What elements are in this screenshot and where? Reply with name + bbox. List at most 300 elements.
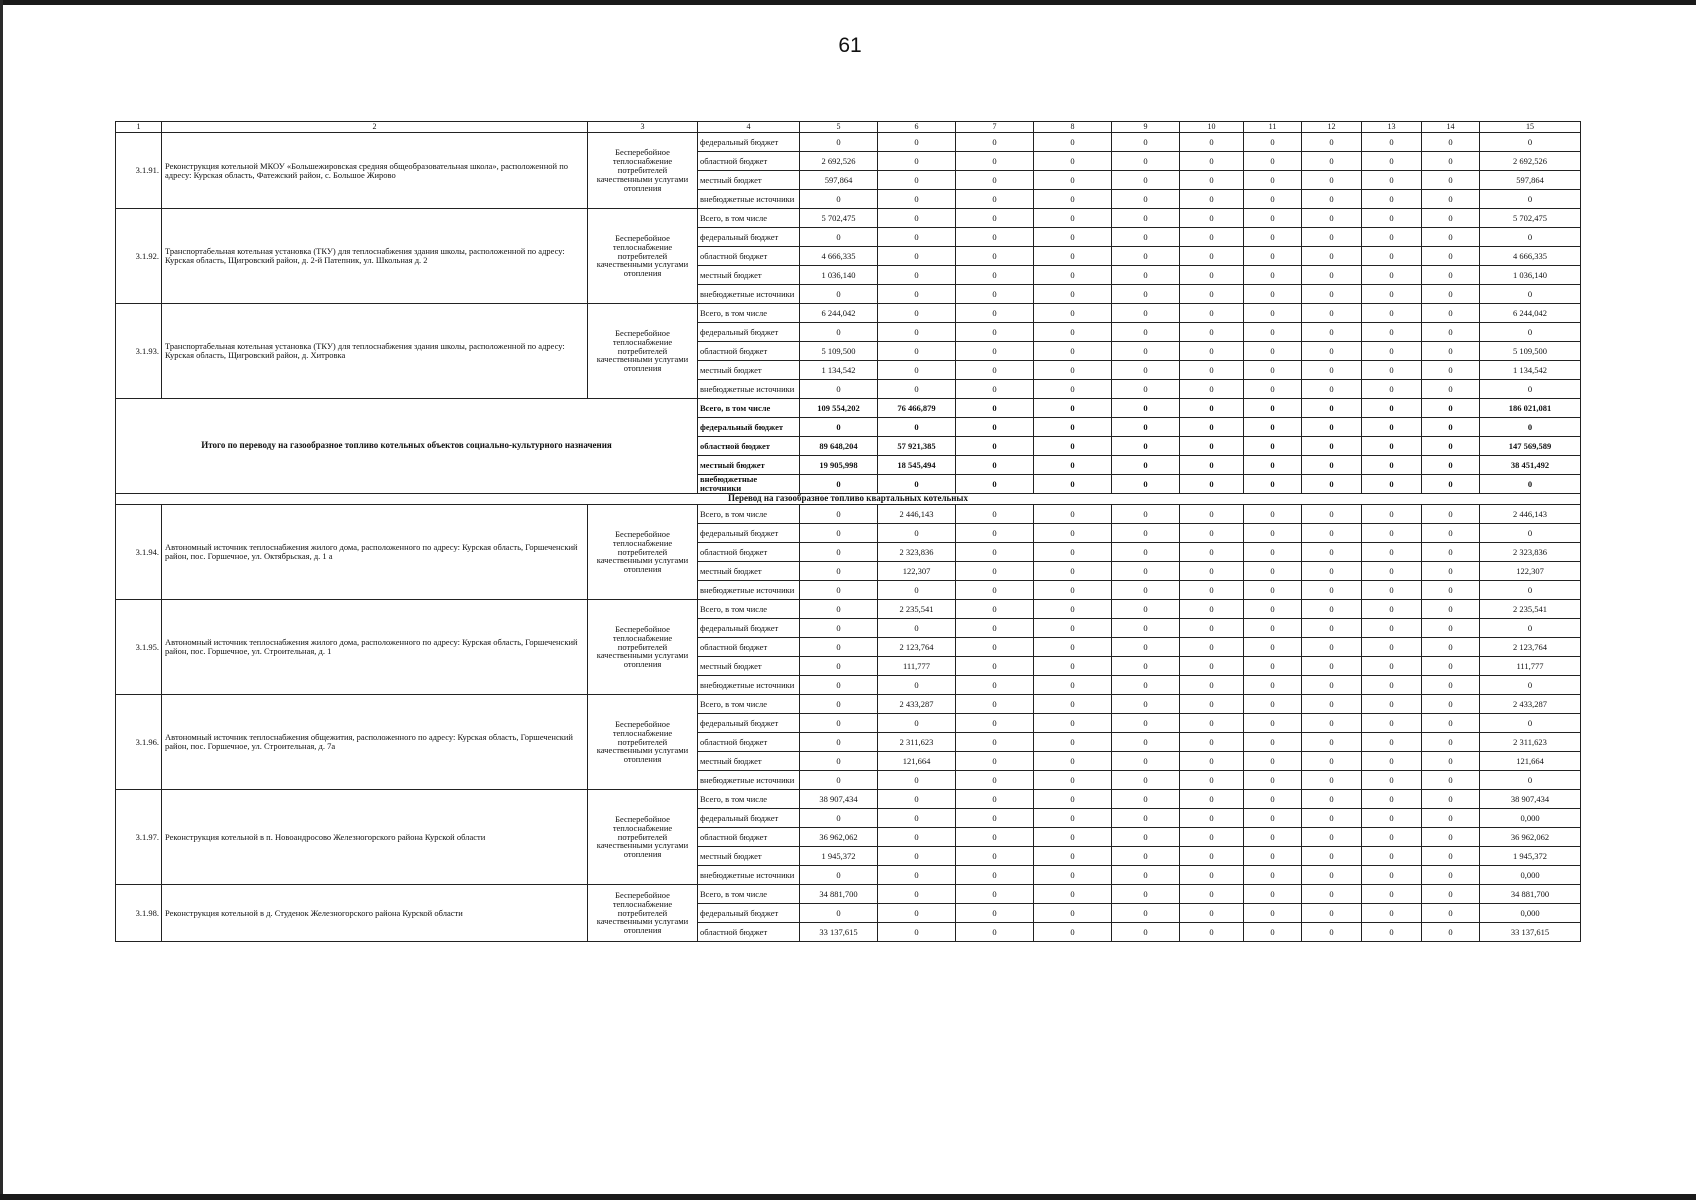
table-row: [116, 399, 1581, 418]
table-row: [116, 209, 1581, 228]
value-cell: 0: [1034, 543, 1112, 562]
value-cell: 0: [800, 581, 878, 600]
value-cell: 0: [1244, 600, 1302, 619]
funding-source-cell: федеральный бюджет: [698, 228, 800, 247]
funding-source-cell: областной бюджет: [698, 828, 800, 847]
value-cell: 0: [800, 418, 878, 437]
value-cell: 0: [1302, 342, 1362, 361]
funding-source-cell: внебюджетные источники: [698, 676, 800, 695]
value-cell: 0: [1362, 437, 1422, 456]
funding-source-cell: областной бюджет: [698, 247, 800, 266]
column-header: 14: [1422, 122, 1480, 133]
value-cell: 0: [800, 733, 878, 752]
value-cell: 0: [1480, 771, 1581, 790]
value-cell: 0: [878, 285, 956, 304]
column-header: 7: [956, 122, 1034, 133]
value-cell: 0: [956, 714, 1034, 733]
table-row: [116, 304, 1581, 323]
value-cell: 2 235,541: [1480, 600, 1581, 619]
value-cell: 0: [1362, 456, 1422, 475]
value-cell: 0: [1362, 657, 1422, 676]
value-cell: 0: [1180, 771, 1244, 790]
value-cell: 0: [878, 619, 956, 638]
value-cell: 0: [1302, 733, 1362, 752]
value-cell: 0: [1302, 562, 1362, 581]
value-cell: 0: [1302, 475, 1362, 494]
value-cell: 4 666,335: [1480, 247, 1581, 266]
value-cell: 0: [1180, 524, 1244, 543]
value-cell: 0: [1244, 828, 1302, 847]
value-cell: 0: [1180, 638, 1244, 657]
value-cell: 0: [1480, 380, 1581, 399]
value-cell: 0: [1034, 562, 1112, 581]
value-cell: 0: [878, 304, 956, 323]
value-cell: 0: [1034, 790, 1112, 809]
value-cell: 0: [1112, 228, 1180, 247]
value-cell: 6 244,042: [1480, 304, 1581, 323]
value-cell: 0: [1180, 562, 1244, 581]
value-cell: 0: [956, 304, 1034, 323]
value-cell: 0: [1422, 190, 1480, 209]
value-cell: 0: [800, 285, 878, 304]
value-cell: 0: [956, 752, 1034, 771]
column-header: 1: [116, 122, 162, 133]
value-cell: 0: [878, 866, 956, 885]
value-cell: 186 021,081: [1480, 399, 1581, 418]
funding-source-cell: Всего, в том числе: [698, 790, 800, 809]
value-cell: 2 692,526: [1480, 152, 1581, 171]
value-cell: 0: [878, 923, 956, 942]
value-cell: 0: [878, 209, 956, 228]
funding-source-cell: местный бюджет: [698, 456, 800, 475]
value-cell: 0: [1362, 676, 1422, 695]
value-cell: 0: [1244, 885, 1302, 904]
value-cell: 0: [1362, 828, 1422, 847]
value-cell: 0: [1480, 619, 1581, 638]
value-cell: 0: [1422, 790, 1480, 809]
value-cell: 0: [1180, 247, 1244, 266]
value-cell: 0: [878, 581, 956, 600]
value-cell: 0: [1302, 657, 1362, 676]
value-cell: 5 702,475: [1480, 209, 1581, 228]
value-cell: 0: [878, 133, 956, 152]
value-cell: 109 554,202: [800, 399, 878, 418]
value-cell: 0: [1244, 505, 1302, 524]
funding-source-cell: областной бюджет: [698, 437, 800, 456]
funding-source-cell: федеральный бюджет: [698, 809, 800, 828]
value-cell: 0: [956, 380, 1034, 399]
value-cell: 0: [1112, 209, 1180, 228]
value-cell: 0: [878, 380, 956, 399]
value-cell: 0: [956, 524, 1034, 543]
value-cell: 0: [1362, 809, 1422, 828]
value-cell: 0: [878, 247, 956, 266]
value-cell: 0: [1244, 657, 1302, 676]
value-cell: 0: [1422, 619, 1480, 638]
value-cell: 2 323,836: [1480, 543, 1581, 562]
value-cell: 0: [1180, 847, 1244, 866]
section-title: Перевод на газообразное топливо квартальных котельных: [116, 494, 1581, 505]
scan-edge-top: [0, 0, 1696, 5]
value-cell: 0: [1112, 695, 1180, 714]
value-cell: 0: [878, 714, 956, 733]
value-cell: 0: [956, 619, 1034, 638]
value-cell: 0: [1180, 885, 1244, 904]
value-cell: 0: [878, 190, 956, 209]
value-cell: 0: [1112, 828, 1180, 847]
value-cell: 0: [800, 866, 878, 885]
value-cell: 0: [1034, 600, 1112, 619]
table-row: [116, 133, 1581, 152]
value-cell: 0: [1302, 456, 1362, 475]
value-cell: 36 962,062: [1480, 828, 1581, 847]
value-cell: 111,777: [878, 657, 956, 676]
value-cell: 0: [1480, 475, 1581, 494]
value-cell: 0: [1112, 790, 1180, 809]
value-cell: 0: [1422, 399, 1480, 418]
value-cell: 0: [1362, 600, 1422, 619]
value-cell: 0: [1422, 152, 1480, 171]
funding-source-cell: областной бюджет: [698, 923, 800, 942]
value-cell: 0: [1180, 228, 1244, 247]
value-cell: 0: [1302, 266, 1362, 285]
column-header: 3: [588, 122, 698, 133]
value-cell: 0: [1362, 475, 1422, 494]
value-cell: 0: [1362, 361, 1422, 380]
value-cell: 0: [1112, 190, 1180, 209]
value-cell: 0: [1422, 475, 1480, 494]
value-cell: 0: [1302, 904, 1362, 923]
item-goal: Бесперебойное теплоснабжение потребителей качественными услугами отопления: [588, 209, 698, 304]
value-cell: 0: [1422, 543, 1480, 562]
value-cell: 0: [1362, 790, 1422, 809]
value-cell: 0: [878, 418, 956, 437]
value-cell: 0: [1422, 361, 1480, 380]
value-cell: 0: [1034, 285, 1112, 304]
value-cell: 0: [1034, 380, 1112, 399]
item-code: 3.1.91.: [116, 133, 162, 209]
value-cell: 0: [800, 809, 878, 828]
value-cell: 0: [956, 885, 1034, 904]
value-cell: 0: [1112, 581, 1180, 600]
value-cell: 0: [1480, 676, 1581, 695]
funding-source-cell: местный бюджет: [698, 266, 800, 285]
value-cell: 0: [1112, 733, 1180, 752]
value-cell: 5 109,500: [800, 342, 878, 361]
value-cell: 0: [1112, 562, 1180, 581]
value-cell: 0: [1480, 418, 1581, 437]
value-cell: 0: [1034, 247, 1112, 266]
value-cell: 0: [1302, 190, 1362, 209]
value-cell: 0: [1180, 866, 1244, 885]
value-cell: 0: [1180, 790, 1244, 809]
table-row: [116, 600, 1581, 619]
value-cell: 0: [1244, 695, 1302, 714]
value-cell: 0: [1244, 152, 1302, 171]
value-cell: 147 569,589: [1480, 437, 1581, 456]
value-cell: 0: [1244, 323, 1302, 342]
value-cell: 0: [1422, 581, 1480, 600]
value-cell: 0: [1302, 285, 1362, 304]
item-goal: Бесперебойное теплоснабжение потребителей качественными услугами отопления: [588, 304, 698, 399]
value-cell: 0: [956, 581, 1034, 600]
value-cell: 0: [1480, 714, 1581, 733]
value-cell: 0: [1112, 266, 1180, 285]
value-cell: 597,864: [1480, 171, 1581, 190]
value-cell: 0: [1112, 866, 1180, 885]
value-cell: 57 921,385: [878, 437, 956, 456]
value-cell: 0: [1422, 505, 1480, 524]
value-cell: 0: [1034, 399, 1112, 418]
value-cell: 0: [1244, 524, 1302, 543]
value-cell: 0: [1244, 361, 1302, 380]
value-cell: 0: [1422, 676, 1480, 695]
value-cell: 0: [956, 638, 1034, 657]
value-cell: 36 962,062: [800, 828, 878, 847]
value-cell: 0: [1244, 619, 1302, 638]
item-name: Реконструкция котельной в д. Студенок Железногорского района Курской области: [162, 885, 588, 942]
value-cell: 0: [1422, 285, 1480, 304]
value-cell: 38 451,492: [1480, 456, 1581, 475]
value-cell: 38 907,434: [1480, 790, 1581, 809]
value-cell: 0: [1244, 190, 1302, 209]
funding-source-cell: Всего, в том числе: [698, 399, 800, 418]
value-cell: 121,664: [878, 752, 956, 771]
value-cell: 0: [1180, 342, 1244, 361]
page-number: 61: [838, 34, 862, 57]
funding-source-cell: областной бюджет: [698, 733, 800, 752]
value-cell: 0: [1034, 809, 1112, 828]
value-cell: 0: [1112, 456, 1180, 475]
value-cell: 0: [1362, 562, 1422, 581]
value-cell: 0: [1180, 437, 1244, 456]
item-code: 3.1.95.: [116, 600, 162, 695]
value-cell: 0: [800, 771, 878, 790]
value-cell: 0: [956, 228, 1034, 247]
value-cell: 0: [1180, 171, 1244, 190]
value-cell: 0: [1034, 171, 1112, 190]
value-cell: 0: [1244, 285, 1302, 304]
value-cell: 0: [1180, 190, 1244, 209]
value-cell: 33 137,615: [1480, 923, 1581, 942]
value-cell: 34 881,700: [1480, 885, 1581, 904]
value-cell: 0: [1302, 524, 1362, 543]
value-cell: 0: [1302, 790, 1362, 809]
value-cell: 0: [1244, 771, 1302, 790]
value-cell: 0: [800, 475, 878, 494]
value-cell: 0: [956, 475, 1034, 494]
value-cell: 0: [1362, 266, 1422, 285]
value-cell: 0: [1302, 581, 1362, 600]
value-cell: 0: [956, 828, 1034, 847]
value-cell: 0: [1422, 733, 1480, 752]
value-cell: 0: [1244, 543, 1302, 562]
funding-source-cell: Всего, в том числе: [698, 695, 800, 714]
value-cell: 0: [1362, 505, 1422, 524]
value-cell: 0: [1302, 619, 1362, 638]
value-cell: 0: [1034, 638, 1112, 657]
value-cell: 0: [1302, 771, 1362, 790]
value-cell: 0: [1302, 676, 1362, 695]
value-cell: 0: [1112, 361, 1180, 380]
value-cell: 0: [1362, 133, 1422, 152]
item-name: Автономный источник теплоснабжения жилого дома, расположенного по адресу: Курская область, Горшеченский район, пос. Горшечное, ул. Строительная, д. 1: [162, 600, 588, 695]
value-cell: 0: [1422, 524, 1480, 543]
item-goal: Бесперебойное теплоснабжение потребителей качественными услугами отопления: [588, 695, 698, 790]
value-cell: 0: [1302, 828, 1362, 847]
value-cell: 0: [956, 133, 1034, 152]
item-code: 3.1.96.: [116, 695, 162, 790]
column-header: 15: [1480, 122, 1581, 133]
value-cell: 0: [1422, 342, 1480, 361]
funding-source-cell: федеральный бюджет: [698, 714, 800, 733]
value-cell: 0: [956, 323, 1034, 342]
value-cell: 0: [1180, 581, 1244, 600]
value-cell: 0: [1302, 418, 1362, 437]
value-cell: 0: [878, 323, 956, 342]
value-cell: 0: [1362, 847, 1422, 866]
value-cell: 0: [1302, 543, 1362, 562]
value-cell: 0: [1180, 733, 1244, 752]
value-cell: 0: [1362, 399, 1422, 418]
value-cell: 0: [878, 228, 956, 247]
value-cell: 0: [1362, 733, 1422, 752]
value-cell: 0: [1422, 714, 1480, 733]
value-cell: 0: [878, 361, 956, 380]
value-cell: 0: [956, 733, 1034, 752]
item-code: 3.1.94.: [116, 505, 162, 600]
value-cell: 0: [1112, 619, 1180, 638]
value-cell: 2 311,623: [1480, 733, 1581, 752]
funding-source-cell: Всего, в том числе: [698, 304, 800, 323]
value-cell: 0: [1180, 133, 1244, 152]
value-cell: 0: [1112, 714, 1180, 733]
value-cell: 0: [1362, 247, 1422, 266]
value-cell: 0: [1302, 809, 1362, 828]
value-cell: 0: [1362, 714, 1422, 733]
value-cell: 1 036,140: [1480, 266, 1581, 285]
value-cell: 0: [956, 676, 1034, 695]
value-cell: 0: [1180, 714, 1244, 733]
value-cell: 0: [1244, 475, 1302, 494]
value-cell: 0: [1112, 676, 1180, 695]
value-cell: 0: [1112, 543, 1180, 562]
value-cell: 33 137,615: [800, 923, 878, 942]
value-cell: 0: [956, 247, 1034, 266]
value-cell: 0: [1244, 904, 1302, 923]
value-cell: 0: [1244, 676, 1302, 695]
value-cell: 0: [1422, 600, 1480, 619]
value-cell: 2 446,143: [878, 505, 956, 524]
value-cell: 0: [1422, 228, 1480, 247]
value-cell: 0: [1112, 171, 1180, 190]
value-cell: 0: [1180, 657, 1244, 676]
value-cell: 0: [1362, 228, 1422, 247]
value-cell: 0: [1362, 418, 1422, 437]
value-cell: 0: [1112, 847, 1180, 866]
value-cell: 0: [1180, 619, 1244, 638]
value-cell: 0: [1422, 266, 1480, 285]
value-cell: 0: [800, 695, 878, 714]
value-cell: 0: [1362, 342, 1422, 361]
column-header: 5: [800, 122, 878, 133]
value-cell: 0: [956, 418, 1034, 437]
value-cell: 0: [956, 543, 1034, 562]
value-cell: 0: [1112, 657, 1180, 676]
table-row: [116, 505, 1581, 524]
value-cell: 0: [800, 904, 878, 923]
value-cell: 0: [1180, 904, 1244, 923]
value-cell: 0: [1362, 190, 1422, 209]
value-cell: 0: [1244, 847, 1302, 866]
funding-source-cell: Всего, в том числе: [698, 600, 800, 619]
item-code: 3.1.93.: [116, 304, 162, 399]
table-body: [116, 122, 1581, 942]
value-cell: 2 323,836: [878, 543, 956, 562]
value-cell: 0: [1422, 657, 1480, 676]
value-cell: 0: [956, 600, 1034, 619]
column-header: 12: [1302, 122, 1362, 133]
value-cell: 0: [1244, 581, 1302, 600]
value-cell: 0: [956, 923, 1034, 942]
value-cell: 0: [1180, 285, 1244, 304]
value-cell: 0: [956, 152, 1034, 171]
value-cell: 2 433,287: [1480, 695, 1581, 714]
value-cell: 0: [878, 828, 956, 847]
value-cell: 0: [1302, 399, 1362, 418]
value-cell: 0: [956, 209, 1034, 228]
value-cell: 0: [1244, 809, 1302, 828]
value-cell: 0: [800, 133, 878, 152]
value-cell: 0: [800, 380, 878, 399]
value-cell: 0: [1422, 247, 1480, 266]
value-cell: 0: [1112, 904, 1180, 923]
value-cell: 0: [956, 266, 1034, 285]
value-cell: 0: [1034, 581, 1112, 600]
scan-edge-bottom: [0, 1194, 1696, 1200]
value-cell: 0: [1302, 133, 1362, 152]
value-cell: 0: [1302, 380, 1362, 399]
total-label: Итого по переводу на газообразное топливо котельных объектов социально-культурного назначения: [116, 399, 698, 494]
value-cell: 0: [1034, 676, 1112, 695]
value-cell: 0: [1034, 190, 1112, 209]
value-cell: 0: [800, 562, 878, 581]
value-cell: 0: [1034, 361, 1112, 380]
value-cell: 0: [1362, 638, 1422, 657]
value-cell: 0: [1302, 323, 1362, 342]
value-cell: 0: [878, 847, 956, 866]
value-cell: 0: [1180, 456, 1244, 475]
table-row: [116, 790, 1581, 809]
value-cell: 0: [800, 190, 878, 209]
column-header: 6: [878, 122, 956, 133]
value-cell: 0: [878, 885, 956, 904]
value-cell: 0: [1112, 809, 1180, 828]
value-cell: 0: [1362, 923, 1422, 942]
value-cell: 0: [1244, 733, 1302, 752]
column-header: 2: [162, 122, 588, 133]
value-cell: 122,307: [1480, 562, 1581, 581]
value-cell: 0: [1244, 866, 1302, 885]
value-cell: 0: [1112, 505, 1180, 524]
value-cell: 0: [1302, 304, 1362, 323]
value-cell: 0: [1034, 885, 1112, 904]
value-cell: 0: [878, 524, 956, 543]
value-cell: 0: [956, 399, 1034, 418]
item-code: 3.1.97.: [116, 790, 162, 885]
funding-source-cell: федеральный бюджет: [698, 133, 800, 152]
value-cell: 0: [1362, 619, 1422, 638]
